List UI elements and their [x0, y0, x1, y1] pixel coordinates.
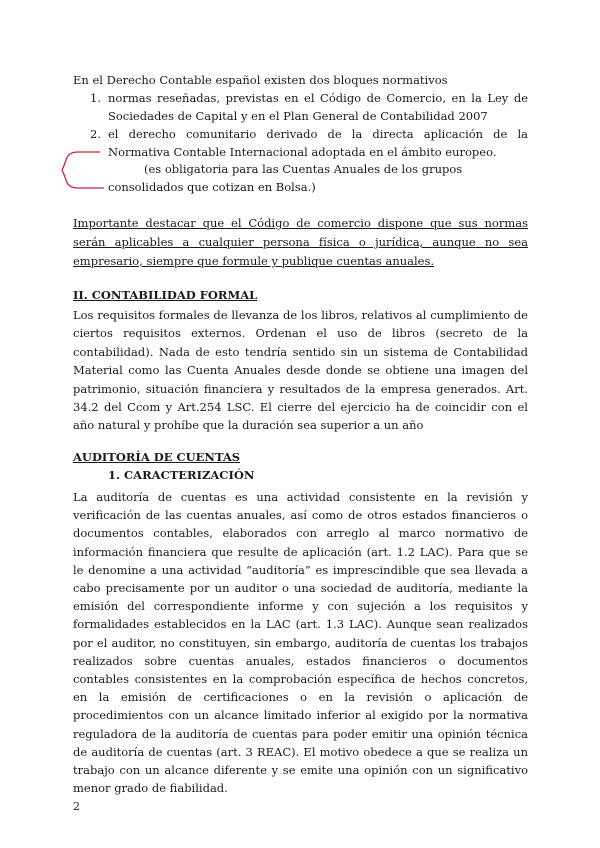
list-text: normas reseñadas, previstas en el Código de Comercio, en la Ley de Sociedades de Capital y en el Plan General de Contabilidad 2007	[108, 91, 528, 123]
intro-text: En el Derecho Contable español existen dos bloques normativos	[73, 73, 448, 87]
list-text: el derecho comunitario derivado de la directa aplicación de la Normativa Contable Internacional adoptada en el ámbito europeo.	[108, 127, 528, 159]
subsection-heading: 1. CARACTERIZACIÓN	[108, 468, 255, 482]
note-text: (es obligatoria para las Cuentas Anuales de los grupos consolidados que cotizan en Bolsa.)	[108, 162, 463, 194]
list-number: 2.	[90, 127, 101, 141]
section-paragraph: La auditoría de cuentas es una actividad consistente en la revisión y verificación de las cuentas anuales, así como de otros estados financieros o documentos contables, elaborados con arreglo al marco normativo de información financiera que resulte de aplicación (art. 1.2 LAC). Para que se le denomine a una actividad “auditoría” es imprescindible que sea llevada a cabo precisamente por un auditor o una sociedad de auditoría, mediante la emisión del correspondiente informe y con sujeción a los requisitos y formalidades establecidos en la LAC (art. 1.3 LAC). Aunque sean realizados por el auditor, no constituyen, sin embargo, auditoría de cuentas los trabajos realizados sobre cuentas anuales, estados financieros o documentos contables consistentes en la comprobación específica de hechos concretos, en la emisión de certificaciones o en la revisión o aplicación de procedimientos con un alcance limitado inferior al exigido por la normativa reguladora de la auditoría de cuentas para poder emitir una opinión técnica de auditoría de cuentas (art. 3 REAC). El motivo obedece a que se realiza un trabajo con un alcance diferente y se emite una opinión con un significativo menor grado de fiabilidad.	[73, 490, 528, 796]
list-item	[90, 126, 528, 161]
page-number: 2	[73, 800, 80, 813]
section-heading: AUDITORÍA DE CUENTAS	[73, 450, 241, 464]
important-note: Importante destacar que el Código de comercio dispone que sus normas serán aplicables a cualquier persona física o jurídica, aunque no sea empresario, siempre que formule y publique cuentas anuales.	[73, 216, 528, 268]
list-number: 1.	[90, 91, 101, 105]
section-paragraph: Los requisitos formales de llevanza de los libros, relativos al cumplimiento de ciertos requisitos externos. Ordenan el uso de libros (secreto de la contabilidad). Nada de esto tendría sentido sin un sistema de Contabilidad Material como las Cuenta Anuales desde donde se obtiene una imagen del patrimonio, situación financiera y resultados de la empresa generados. Art. 34.2 del Ccom y Art.254 LSC. El cierre del ejercicio ha de coincidir con el año natural y prohíbe que la duración sea superior a un año	[73, 308, 528, 433]
red-brace-annotation	[60, 148, 108, 192]
section-heading: II. CONTABILIDAD FORMAL	[73, 288, 258, 302]
list-item	[90, 90, 528, 125]
